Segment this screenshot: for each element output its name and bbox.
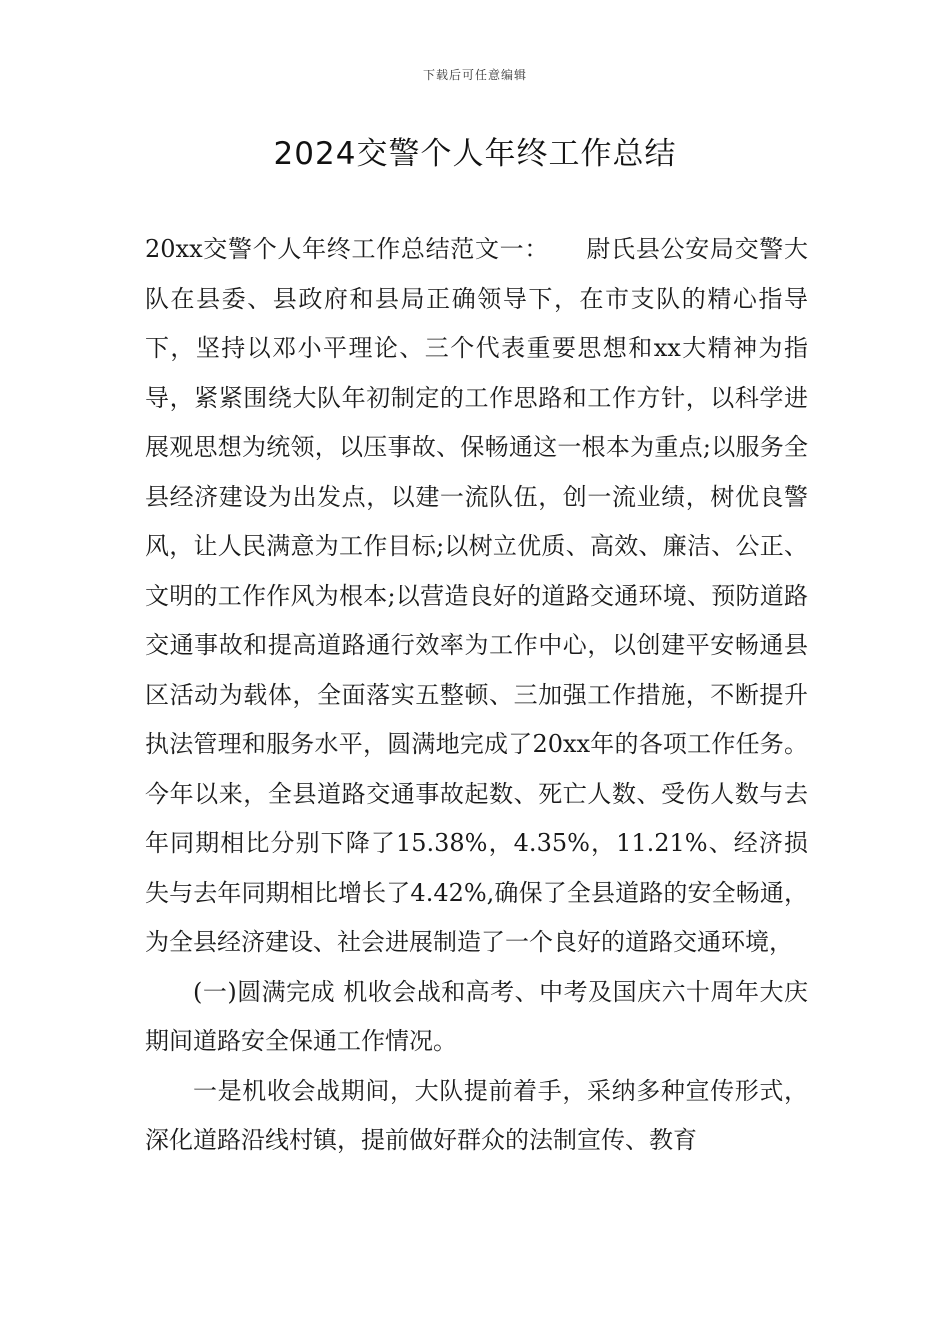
header-note: 下载后可任意编辑	[422, 68, 527, 82]
document-title: 2024交警个人年终工作总结	[273, 136, 677, 172]
paragraph-section-one: (一)圆满完成 机收会战和高考、中考及国庆六十周年大庆期间道路安全保通工作情况。	[145, 977, 808, 1055]
paragraph-point-one: 一是机收会战期间，大队提前着手，采纳多种宣传形式，深化道路沿线村镇，提前做好群众的法制宣传、教育	[145, 1076, 808, 1154]
paragraph-intro: 20xx交警个人年终工作总结范文一： 尉氏县公安局交警大队在县委、县政府和县局正确领导下，在市支队的精心指导下，坚持以邓小平理论、三个代表重要思想和xx大精神为指导，紧紧围绕大队年初制定的工作思路和工作方针，以科学进展观思想为统领，以压事故、保畅通这一根本为重点;以服务全县经济建设为出发点，以建一流队伍，创一流业绩，树优良警风，让人民满意为工作目标;以树立优质、高效、廉洁、公正、文明的工作作风为根本;以营造良好的道路交通环境、预防道路交通事故和提高道路通行效率为工作中心，以创建平安畅通县区活动为载体，全面落实五整顿、三加强工作措施，不断提升执法管理和服务水平，圆满地完成了20xx年的各项工作任务。今年以来，全县道路交通事故起数、死亡人数、受伤人数与去年同期相比分别下降了15.38%，4.35%，11.21%、经济损失与去年同期相比增长了4.42%,确保了全县道路的安全畅通，为全县经济建设、社会进展制造了一个良好的道路交通环境，	[145, 235, 808, 956]
document-body	[145, 225, 808, 1166]
